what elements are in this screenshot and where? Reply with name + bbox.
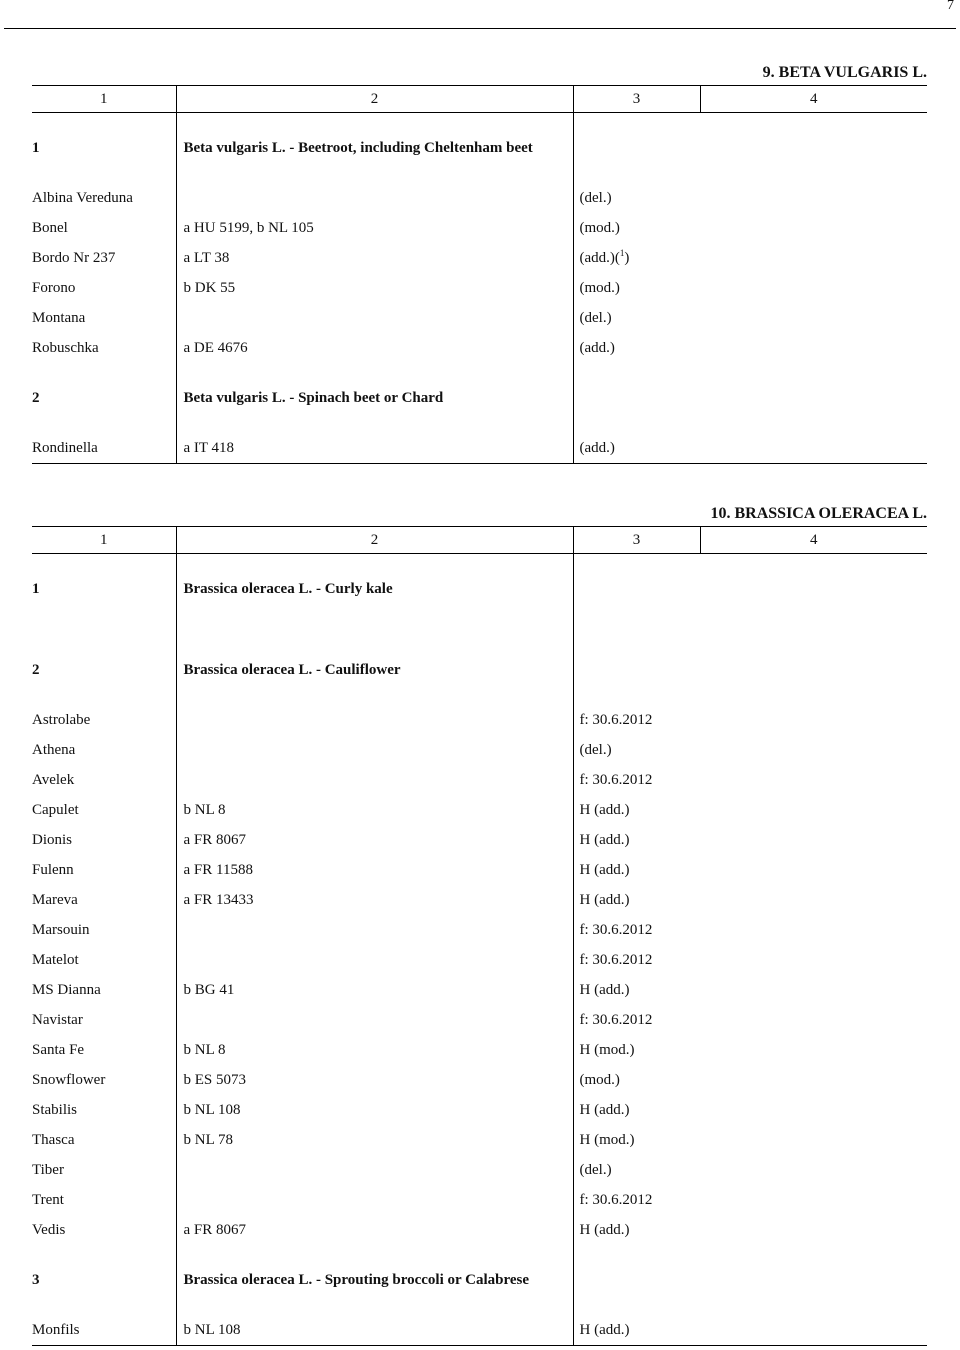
variety-name: Matelot <box>32 951 79 968</box>
variety-name: MS Dianna <box>32 981 101 998</box>
status-note: f: 30.6.2012 <box>573 945 700 975</box>
table-row <box>32 1185 927 1215</box>
table-row <box>32 945 927 975</box>
status-note: f: 30.6.2012 <box>573 1005 700 1035</box>
group-name: Brassica oleracea L. - Curly kale <box>176 574 573 604</box>
column-header-row <box>32 86 927 113</box>
maintainer-code: a IT 418 <box>176 433 573 464</box>
group-number: 2 <box>32 389 40 406</box>
column-header: 1 <box>32 86 176 113</box>
group-row <box>32 574 927 604</box>
table-row <box>32 825 927 855</box>
status-note: (mod.) <box>573 273 700 303</box>
table-row <box>32 975 927 1005</box>
group-name: Beta vulgaris L. - Beetroot, including Cheltenham beet <box>176 133 573 163</box>
maintainer-code: b NL 8 <box>176 795 573 825</box>
table-row <box>32 333 927 363</box>
group-name: Brassica oleracea L. - Sprouting broccoli or Calabrese <box>176 1265 573 1295</box>
maintainer-code: a LT 38 <box>176 243 573 273</box>
status-note: H (add.) <box>573 885 700 915</box>
maintainer-code: b DK 55 <box>176 273 573 303</box>
section-title: 9. BETA VULGARIS L. <box>762 64 927 81</box>
page-number: 7 <box>947 0 954 13</box>
maintainer-code <box>176 945 573 975</box>
status-note-text: (add.)( <box>579 249 620 266</box>
variety-table <box>32 526 927 1346</box>
status-note: H (add.) <box>573 855 700 885</box>
maintainer-code <box>176 765 573 795</box>
maintainer-code: a FR 8067 <box>176 825 573 855</box>
variety-name: Astrolabe <box>32 711 91 728</box>
maintainer-code <box>176 915 573 945</box>
column-header: 2 <box>176 86 573 113</box>
status-note: f: 30.6.2012 <box>573 915 700 945</box>
table-row <box>32 1315 927 1346</box>
maintainer-code <box>176 1005 573 1035</box>
table-row <box>32 855 927 885</box>
table-row <box>32 183 927 213</box>
variety-name: Marsouin <box>32 921 90 938</box>
column-header-row <box>32 527 927 554</box>
table-row <box>32 303 927 333</box>
table-body <box>32 113 927 464</box>
group-row <box>32 655 927 685</box>
maintainer-code: a HU 5199, b NL 105 <box>176 213 573 243</box>
column-header: 2 <box>176 527 573 554</box>
variety-name: Fulenn <box>32 861 74 878</box>
variety-table <box>32 85 927 464</box>
status-note: f: 30.6.2012 <box>573 705 700 735</box>
group-number: 1 <box>32 580 40 597</box>
status-note: H (add.) <box>573 975 700 1005</box>
maintainer-code: b NL 108 <box>176 1315 573 1346</box>
status-note: H (mod.) <box>573 1035 700 1065</box>
variety-name: Avelek <box>32 771 75 788</box>
status-note: (del.) <box>573 303 700 333</box>
table-row <box>32 915 927 945</box>
maintainer-code: a DE 4676 <box>176 333 573 363</box>
table-row <box>32 735 927 765</box>
variety-name: Mareva <box>32 891 78 908</box>
column-header: 1 <box>32 527 176 554</box>
table-row <box>32 1155 927 1185</box>
maintainer-code: b NL 108 <box>176 1095 573 1125</box>
maintainer-code <box>176 705 573 735</box>
variety-name: Athena <box>32 741 76 758</box>
group-row <box>32 1265 927 1295</box>
status-note-tail: ) <box>624 249 630 266</box>
maintainer-code: b NL 78 <box>176 1125 573 1155</box>
status-note: (del.) <box>573 1155 700 1185</box>
variety-name: Stabilis <box>32 1101 78 1118</box>
variety-name: Vedis <box>32 1221 66 1238</box>
status-note: f: 30.6.2012 <box>573 1185 700 1215</box>
table-row <box>32 243 927 273</box>
column-header: 4 <box>700 86 927 113</box>
section-title: 10. BRASSICA OLERACEA L. <box>710 505 927 522</box>
top-rule <box>4 28 956 29</box>
group-number: 2 <box>32 661 40 678</box>
table-row <box>32 765 927 795</box>
footnote-marker: 1 <box>619 247 625 258</box>
group-row <box>32 383 927 413</box>
variety-name: Forono <box>32 279 76 296</box>
maintainer-code: a FR 11588 <box>176 855 573 885</box>
group-name: Brassica oleracea L. - Cauliflower <box>176 655 573 685</box>
column-header: 3 <box>573 527 700 554</box>
table-row <box>32 1065 927 1095</box>
maintainer-code <box>176 1185 573 1215</box>
status-note: (mod.) <box>573 1065 700 1095</box>
table-row <box>32 705 927 735</box>
variety-name: Trent <box>32 1191 64 1208</box>
column-header: 3 <box>573 86 700 113</box>
status-note: (mod.) <box>573 213 700 243</box>
variety-name: Snowflower <box>32 1071 106 1088</box>
status-note: (add.) <box>573 333 700 363</box>
variety-name: Thasca <box>32 1131 75 1148</box>
status-note <box>573 243 700 273</box>
column-header: 4 <box>700 527 927 554</box>
variety-name: Santa Fe <box>32 1041 85 1058</box>
variety-name: Bonel <box>32 219 68 236</box>
table-row <box>32 1095 927 1125</box>
maintainer-code: b NL 8 <box>176 1035 573 1065</box>
variety-name: Albina Vereduna <box>32 189 133 206</box>
status-note: H (add.) <box>573 1215 700 1245</box>
table-row <box>32 273 927 303</box>
maintainer-code: b ES 5073 <box>176 1065 573 1095</box>
maintainer-code <box>176 735 573 765</box>
table-row <box>32 213 927 243</box>
table-row <box>32 433 927 464</box>
variety-name: Navistar <box>32 1011 83 1028</box>
table-row <box>32 885 927 915</box>
table-row <box>32 1005 927 1035</box>
maintainer-code: b BG 41 <box>176 975 573 1005</box>
status-note: (add.) <box>573 433 700 464</box>
variety-name: Dionis <box>32 831 73 848</box>
variety-name: Rondinella <box>32 433 176 464</box>
variety-name: Tiber <box>32 1161 64 1178</box>
status-note: H (add.) <box>573 825 700 855</box>
maintainer-code: a FR 13433 <box>176 885 573 915</box>
group-number: 1 <box>32 139 40 156</box>
table-row <box>32 1215 927 1245</box>
maintainer-code: a FR 8067 <box>176 1215 573 1245</box>
status-note: H (add.) <box>573 1315 700 1346</box>
status-note: f: 30.6.2012 <box>573 765 700 795</box>
section-brassica-oleracea <box>32 502 927 1346</box>
section-beta-vulgaris <box>32 61 927 464</box>
table-row <box>32 795 927 825</box>
status-note: (del.) <box>573 735 700 765</box>
variety-name: Bordo Nr 237 <box>32 249 116 266</box>
variety-name: Robuschka <box>32 339 99 356</box>
table-row <box>32 1035 927 1065</box>
status-note: H (mod.) <box>573 1125 700 1155</box>
group-number: 3 <box>32 1271 40 1288</box>
variety-name: Capulet <box>32 801 79 818</box>
maintainer-code <box>176 1155 573 1185</box>
group-name: Beta vulgaris L. - Spinach beet or Chard <box>176 383 573 413</box>
variety-name: Montana <box>32 309 86 326</box>
maintainer-code <box>176 303 573 333</box>
status-note: H (add.) <box>573 1095 700 1125</box>
table-body <box>32 554 927 1346</box>
variety-name: Monfils <box>32 1315 176 1346</box>
maintainer-code <box>176 183 573 213</box>
group-row <box>32 133 927 163</box>
table-row <box>32 1125 927 1155</box>
status-note: (del.) <box>573 183 700 213</box>
status-note: H (add.) <box>573 795 700 825</box>
